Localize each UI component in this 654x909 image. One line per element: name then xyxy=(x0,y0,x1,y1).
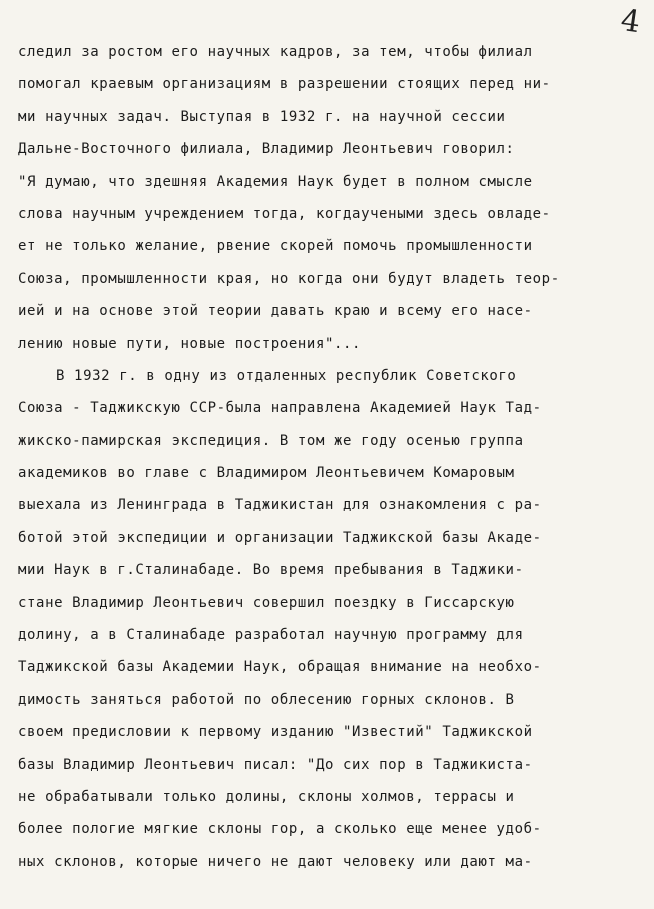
text-line: своем предисловии к первому изданию "Известий" Таджикской xyxy=(18,724,533,741)
text-line: ией и на основе этой теории давать краю и всему его насе- xyxy=(18,303,533,320)
text-line: долину, а в Сталинабаде разработал научную программу для xyxy=(18,627,524,644)
paragraph-start-line: В 1932 г. в одну из отдаленных республик Советского xyxy=(56,367,517,384)
text-line: ных склонов, которые ничего не дают человеку или дают ма- xyxy=(18,853,533,870)
text-line: следил за ростом его научных кадров, за тем, чтобы филиал xyxy=(18,44,533,60)
text-line: ет не только желание, рвение скорей помочь промышленности xyxy=(18,238,533,255)
text-line: слова научным учреждением тогда, когдаучеными здесь овладе- xyxy=(18,205,551,222)
text-line: "Я думаю, что здешняя Академия Наук будет в полном смысле xyxy=(18,173,533,190)
text-line: стане Владимир Леонтьевич совершил поездку в Гиссарскую xyxy=(18,594,515,611)
text-line: помогал краевым организациям в разрешении стоящих перед ни- xyxy=(18,76,551,93)
text-line: ботой этой экспедиции и организации Таджикской базы Акаде- xyxy=(18,529,542,546)
text-line: Дальне-Восточного филиала, Владимир Леонтьевич говорил: xyxy=(18,141,515,158)
text-line: не обрабатывали только долины, склоны холмов, террасы и xyxy=(18,788,515,805)
text-line: лению новые пути, новые построения"... xyxy=(18,335,362,352)
text-line: Союза - Таджикскую ССР-была направлена Академией Наук Тад- xyxy=(18,400,542,417)
text-line: базы Владимир Леонтьевич писал: "До сих пор в Таджикиста- xyxy=(18,756,533,773)
text-line: Союза, промышленности края, но когда они будут владеть теор- xyxy=(18,270,560,287)
page-number: 4 xyxy=(618,2,643,41)
text-line: выехала из Ленинграда в Таджикистан для ознакомления с ра- xyxy=(18,497,542,514)
text-line: димость заняться работой по облесению горных склонов. В xyxy=(18,691,515,708)
text-line: жикско-памирская экспедиция. В том же году осенью группа xyxy=(18,432,524,449)
text-line: более пологие мягкие склоны гор, а сколько еще менее удоб- xyxy=(18,821,542,838)
text-line: ми научных задач. Выступая в 1932 г. на научной сессии xyxy=(18,108,506,125)
text-line: мии Наук в г.Сталинабаде. Во время пребывания в Таджики- xyxy=(18,562,524,579)
text-line: академиков во главе с Владимиром Леонтьевичем Комаровым xyxy=(18,465,515,482)
typewritten-text xyxy=(18,36,638,878)
text-line: Таджикской базы Академии Наук, обращая внимание на необхо- xyxy=(18,659,542,676)
